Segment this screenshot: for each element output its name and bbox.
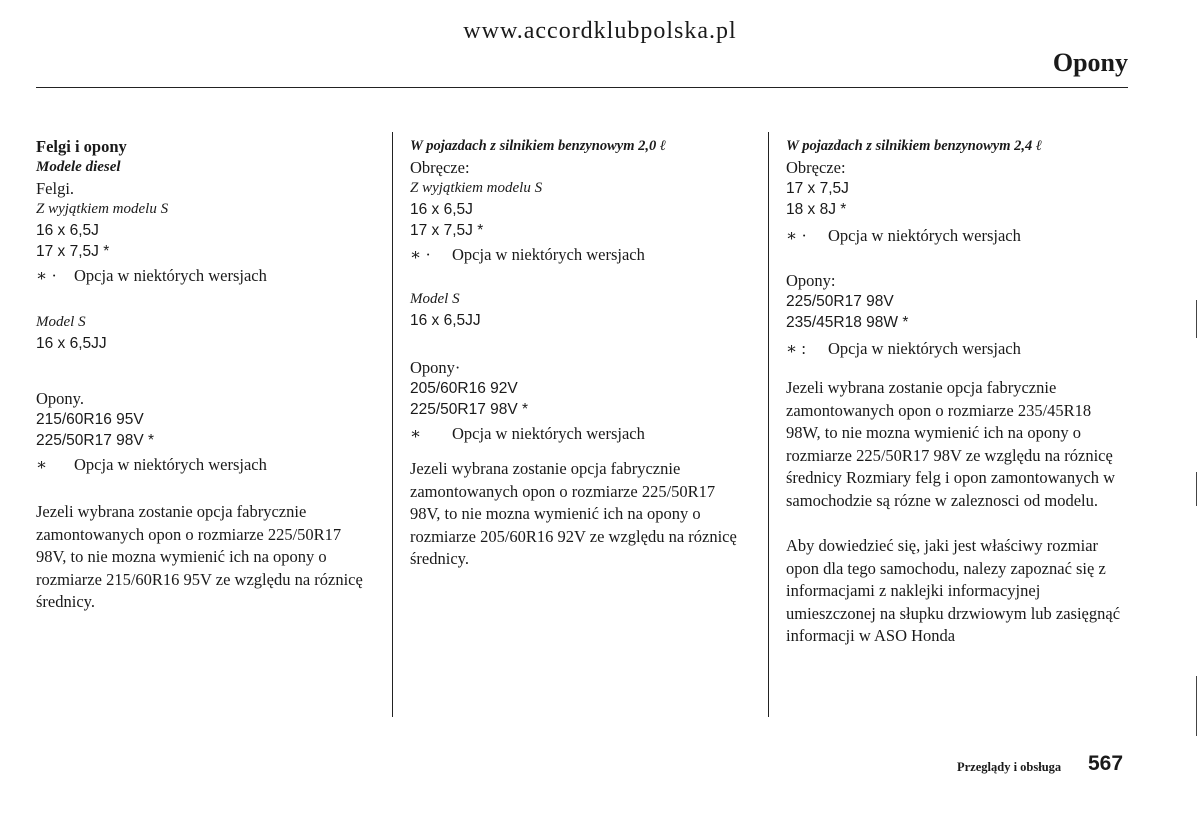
tire-size: 215/60R16 95V [36, 411, 144, 428]
rim-size: 16 x 6,5JJ [36, 335, 107, 352]
column-petrol-2-4 [786, 136, 1126, 648]
column-divider-1 [392, 132, 393, 717]
footnote [786, 225, 1126, 246]
column-diesel [36, 136, 376, 614]
tire-size: 225/50R17 98V * [410, 401, 529, 418]
asterisk-icon: ∗ · [410, 245, 431, 264]
heading-rims-tires: Felgi i opony [36, 137, 127, 156]
footnote-text: Opcja w niektórych wersjach [74, 455, 267, 474]
asterisk-icon: ∗ · [786, 226, 807, 245]
rim-size: 16 x 6,5J [410, 201, 473, 218]
model-label: Model S [410, 291, 460, 307]
info-paragraph: Jezeli wybrana zostanie opcja fabrycznie zamontowanych opon o rozmiarze 225/50R17 98V, to nie mozna wymienić ich na opony o rozmiarze 215/60R16 95V ze względu na róznicę średnicy. [36, 502, 363, 611]
except-model-label: Z wyjątkiem modelu S [36, 201, 169, 217]
rim-size: 17 x 7,5J * [36, 243, 110, 260]
page-number: 567 [1088, 752, 1124, 775]
edge-scan-mark [1196, 300, 1197, 338]
heading-petrol-2-4: W pojazdach z silnikiem benzynowym 2,4 ℓ [786, 138, 1043, 154]
tires-label: Opony. [36, 389, 84, 408]
footnote [410, 423, 750, 444]
footnote [36, 454, 376, 475]
subheading-diesel: Modele diesel [36, 159, 121, 175]
asterisk-icon: ∗ · [36, 266, 57, 285]
footnote [786, 338, 1126, 359]
tires-label: Opony· [410, 358, 461, 377]
column-petrol-2-0 [410, 136, 750, 571]
footnote-text: Opcja w niektórych wersjach [452, 424, 645, 443]
rim-size: 16 x 6,5J [36, 222, 99, 239]
info-paragraph: Jezeli wybrana zostanie opcja fabrycznie zamontowanych opon o rozmiarze 235/45R18 98W, to nie mozna wymienić ich na opony o rozmiarze 225/50R17 98V ze względu na róznicę średnicy Rozmiary felg i opon zamontowanych w samochodzie są rózne w zaleznosci od modelu. [786, 378, 1115, 510]
edge-scan-mark [1196, 472, 1197, 506]
footnote-text: Opcja w niektórych wersjach [828, 339, 1021, 358]
rims-label: Felgi. [36, 179, 75, 198]
rim-size: 18 x 8J * [786, 201, 847, 218]
header-rule [36, 87, 1128, 88]
tire-size: 235/45R18 98W * [786, 314, 909, 331]
tires-label: Opony: [786, 271, 836, 290]
rims-label: Obręcze: [786, 158, 846, 177]
watermark-url: www.accordklubpolska.pl [463, 18, 737, 44]
heading-petrol-2-0: W pojazdach z silnikiem benzynowym 2,0 ℓ [410, 138, 667, 154]
asterisk-icon: ∗ [410, 424, 422, 443]
section-title: Opony [1052, 48, 1128, 77]
footnote-text: Opcja w niektórych wersjach [828, 226, 1021, 245]
asterisk-icon: ∗ : [786, 339, 806, 358]
column-divider-2 [768, 132, 769, 717]
rim-size: 17 x 7,5J [786, 180, 849, 197]
footer-section-name: Przeglądy i obsługa [957, 760, 1062, 774]
asterisk-icon: ∗ [36, 455, 48, 474]
footnote-text: Opcja w niektórych wersjach [74, 266, 267, 285]
footnote [36, 265, 376, 286]
footnote [410, 244, 750, 265]
except-model-label: Z wyjątkiem modelu S [410, 180, 543, 196]
tire-size: 225/50R17 98V [786, 293, 894, 310]
info-paragraph: Aby dowiedzieć się, jaki jest właściwy rozmiar opon dla tego samochodu, nalezy zapoznać się z informacjami z naklejki informacyjnej umieszczonej na słupku drzwiowym lub zasięgnąć informacji w ASO Honda [786, 536, 1121, 645]
info-paragraph: Jezeli wybrana zostanie opcja fabrycznie zamontowanych opon o rozmiarze 225/50R17 98V, to nie mozna wymienić ich na opony o rozmiarze 205/60R16 92V ze względu na róznicę średnicy. [410, 459, 737, 568]
rims-label: Obręcze: [410, 158, 470, 177]
tire-size: 225/50R17 98V * [36, 432, 155, 449]
model-label: Model S [36, 314, 86, 330]
footnote-text: Opcja w niektórych wersjach [452, 245, 645, 264]
tire-size: 205/60R16 92V [410, 380, 518, 397]
rim-size: 17 x 7,5J * [410, 222, 484, 239]
edge-scan-mark [1196, 676, 1197, 736]
rim-size: 16 x 6,5JJ [410, 312, 481, 329]
